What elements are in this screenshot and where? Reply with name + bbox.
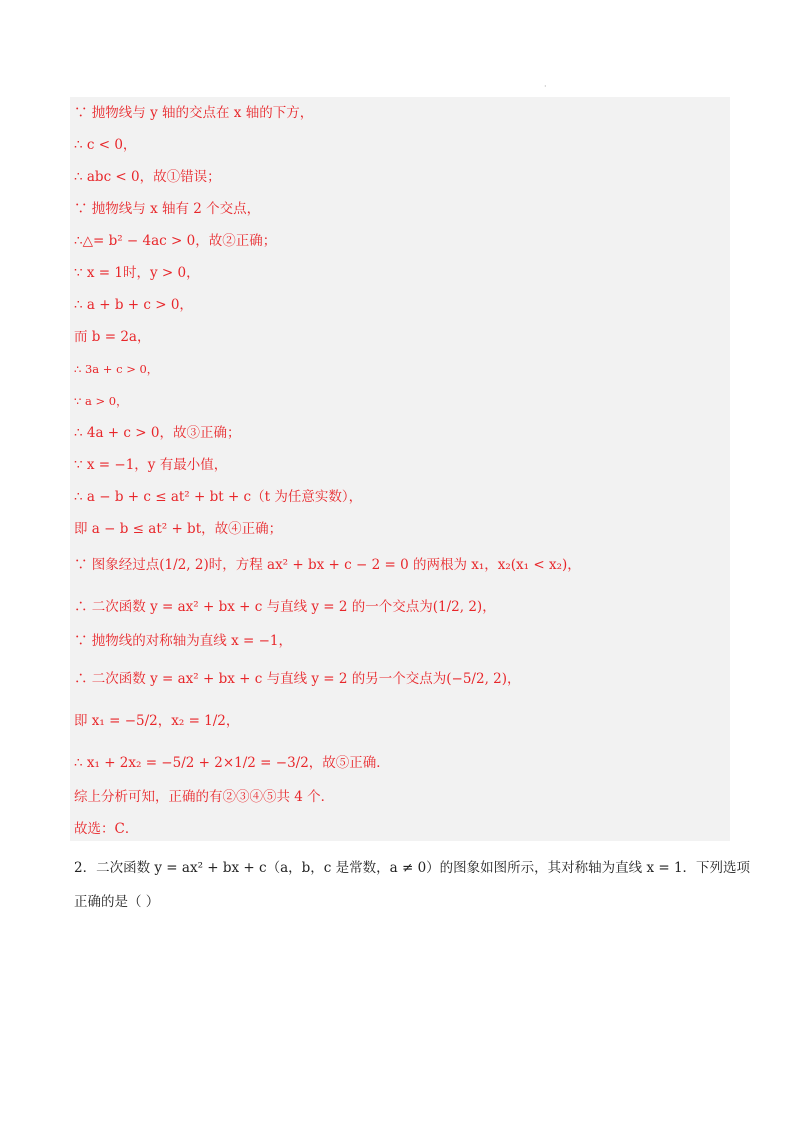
solution-line: ∴ 4a + c > 0，故③正确； [74,425,241,441]
solution-line: 而 b = 2a， [74,329,151,345]
solution-line: 故选：C． [74,821,139,837]
header-dot: · [544,82,547,91]
solution-line: ∵ 抛物线与 y 轴的交点在 x 轴的下方， [74,105,314,121]
solution-line: ∴ abc < 0，故①错误； [74,169,221,185]
solution-line: ∵ x = −1，y 有最小值， [74,457,228,473]
question-text-continued: 正确的是（ ） [74,894,160,910]
solution-line: ∵ x = 1时，y > 0， [74,265,200,281]
solution-line: ∴ 二次函数 y = ax² + bx + c 与直线 y = 2 的一个交点为(1/2, 2)， [74,599,496,615]
solution-line: ∵ 图象经过点(1/2, 2)时，方程 ax² + bx + c − 2 = 0 的两根为 x₁，x₂(x₁ < x₂)， [74,557,581,573]
solution-line: 即 a − b ≤ at² + bt，故④正确； [74,521,283,537]
solution-line: ∵ a > 0， [74,394,128,408]
solution-line: ∴△= b² − 4ac > 0，故②正确； [74,233,277,249]
solution-line: ∴ 3a + c > 0， [74,362,159,376]
solution-line: ∴ c < 0， [74,137,137,153]
solution-line: 综上分析可知，正确的有②③④⑤共 4 个． [74,789,335,805]
solution-line: ∵ 抛物线与 x 轴有 2 个交点， [74,201,261,217]
solution-line: ∴ 二次函数 y = ax² + bx + c 与直线 y = 2 的另一个交点为(−5/2, 2)， [74,671,521,687]
solution-line: ∵ 抛物线的对称轴为直线 x = −1， [74,633,292,649]
solution-line: ∴ a − b + c ≤ at² + bt + c（t 为任意实数）， [74,489,363,505]
question-text: 2．二次函数 y = ax² + bx + c（a，b，c 是常数，a ≠ 0）的图象如图所示，其对称轴为直线 x = 1．下列选项 [74,860,751,876]
solution-line: ∴ a + b + c > 0， [74,297,193,313]
solution-line: 即 x₁ = −5/2，x₂ = 1/2， [74,713,240,729]
solution-line: ∴ x₁ + 2x₂ = −5/2 + 2×1/2 = −3/2，故⑤正确． [74,755,390,771]
